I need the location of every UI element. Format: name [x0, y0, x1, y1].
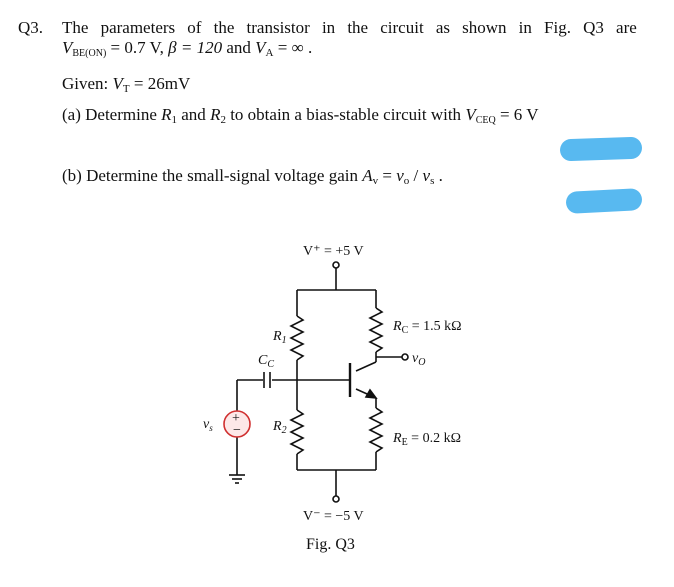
- r1-symbol: R: [161, 105, 172, 124]
- part-a-text: (a) Determine: [62, 105, 162, 124]
- given-label: Given:: [62, 74, 113, 93]
- and-text: and: [222, 38, 256, 57]
- vo-symbol: v: [396, 166, 404, 185]
- r1-resistor: [291, 316, 303, 360]
- question-word: circuit: [380, 18, 424, 37]
- re-label: $R_E = 0.2$ kΩ: [393, 431, 461, 448]
- question-word: the: [213, 18, 235, 37]
- vplus-terminal: [333, 262, 339, 268]
- r1-subscript: 1: [171, 114, 178, 126]
- question-word: parameters: [100, 18, 176, 37]
- vceq-value: = 6 V: [495, 105, 539, 124]
- question-word: Fig.: [544, 18, 571, 37]
- va-value: = ∞ .: [273, 38, 313, 57]
- part-a-text-2: to obtain a bias-stable circuit with: [225, 105, 466, 124]
- vs-subscript: s: [430, 175, 435, 187]
- r2-resistor: [291, 410, 303, 454]
- question-word: of: [187, 18, 202, 37]
- vo-subscript: o: [403, 175, 410, 187]
- part-b-text: (b) Determine the small-signal voltage gain: [62, 166, 363, 185]
- period: .: [434, 166, 443, 185]
- va-subscript: A: [265, 47, 274, 59]
- vbe-subscript: BE(ON): [72, 48, 107, 59]
- vceq-symbol: V: [465, 105, 476, 124]
- vo-terminal: [402, 354, 408, 360]
- av-symbol: A: [362, 166, 373, 185]
- question-word: shown: [462, 18, 507, 37]
- question-word: The: [62, 18, 89, 37]
- r2-label: $R_2$: [273, 419, 287, 436]
- question-word: as: [435, 18, 450, 37]
- question-word: the: [347, 18, 369, 37]
- emitter-arrow: [366, 390, 376, 398]
- cc-label: $C_C$: [258, 353, 275, 370]
- question-word: are: [616, 18, 637, 37]
- r2-subscript: 2: [220, 114, 226, 126]
- vt-value: = 26mV: [129, 74, 191, 93]
- beta-value: β = 120: [168, 38, 223, 57]
- vs-symbol: v: [422, 166, 431, 185]
- r2-symbol: R: [210, 105, 221, 124]
- figure-caption: Fig. Q3: [306, 536, 355, 553]
- source-minus: −: [233, 423, 241, 438]
- vbe-symbol: V: [62, 38, 73, 57]
- vs-label: $v_s$: [203, 417, 213, 433]
- question-word: Q3: [583, 18, 604, 37]
- question-word: in: [321, 18, 336, 37]
- r1-label: $R_1$: [273, 329, 287, 346]
- equals-sign: =: [378, 166, 397, 185]
- re-resistor: [370, 408, 382, 452]
- part-a-and: and: [177, 105, 211, 124]
- source-plus: +: [232, 411, 240, 426]
- question-word: transistor: [246, 18, 310, 37]
- vt-subscript: T: [122, 83, 130, 95]
- slash: /: [409, 166, 423, 185]
- av-subscript: v: [372, 175, 379, 187]
- va-symbol: V: [255, 38, 266, 57]
- vminus-terminal: [333, 496, 339, 502]
- question-number: Q3.: [18, 18, 44, 37]
- question-word: in: [518, 18, 532, 37]
- vplus-label: V⁺ = +5 V: [303, 244, 364, 259]
- vt-symbol: V: [112, 74, 123, 93]
- rc-label: $R_C = 1.5$ kΩ: [393, 319, 462, 336]
- vo-label: $v_O$: [412, 351, 426, 368]
- vminus-label: V⁻ = −5 V: [303, 509, 364, 524]
- rc-resistor: [370, 308, 382, 352]
- vceq-subscript: CEQ: [475, 115, 496, 126]
- vbe-value: = 0.7 V,: [106, 38, 169, 57]
